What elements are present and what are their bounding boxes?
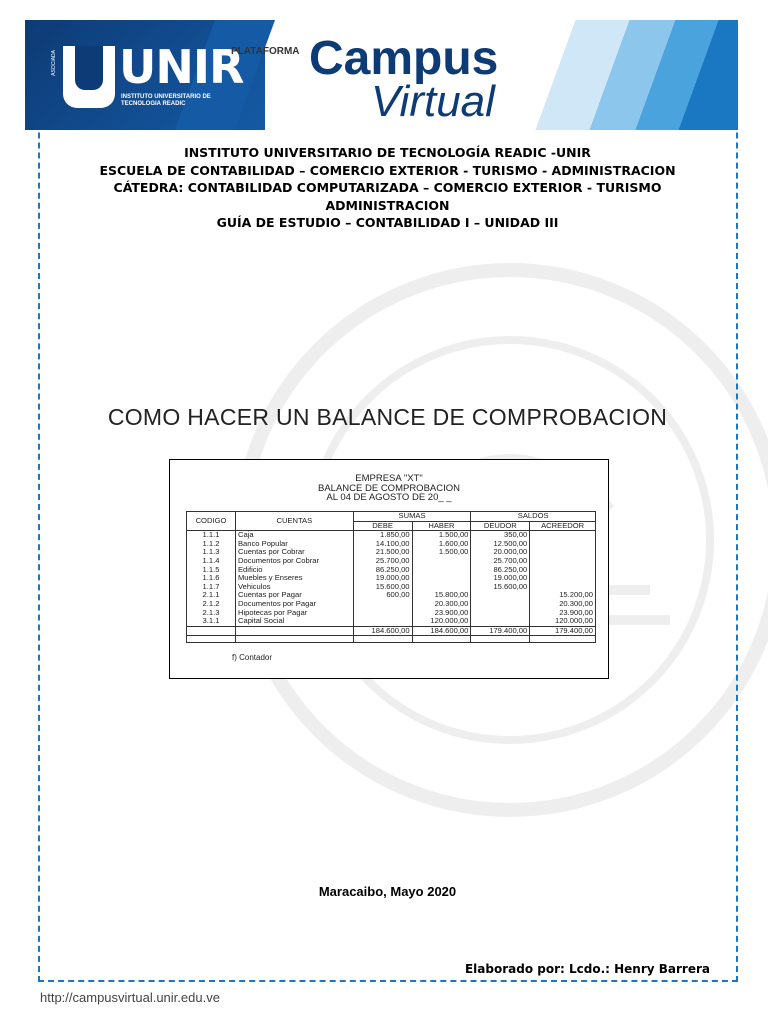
cell-acreedor — [530, 531, 596, 540]
cell-cuenta: Banco Popular — [235, 540, 353, 549]
header-debe: DEBE — [353, 521, 412, 531]
institution-line-3: CÁTEDRA: CONTABILIDAD COMPUTARIZADA – COMERCIO EXTERIOR - TURISMO — [113, 180, 662, 195]
cell-cuenta: Capital Social — [235, 617, 353, 626]
table-row — [187, 617, 596, 626]
cell-acreedor — [530, 566, 596, 575]
cell-haber: 120.000,00 — [412, 617, 471, 626]
cell-haber: 1.600,00 — [412, 540, 471, 549]
cell-deudor — [471, 609, 530, 618]
cell-acreedor: 15.200,00 — [530, 591, 596, 600]
cell-codigo: 2.1.2 — [187, 600, 236, 609]
cell-debe: 15.600,00 — [353, 583, 412, 592]
cell-deudor: 15.600,00 — [471, 583, 530, 592]
header-sumas: SUMAS — [353, 512, 471, 522]
cell-codigo: 1.1.3 — [187, 548, 236, 557]
unir-logo-icon — [63, 46, 115, 108]
cell-debe — [353, 600, 412, 609]
city-date: Maracaibo, Mayo 2020 — [318, 884, 457, 899]
header-deudor: DEUDOR — [471, 521, 530, 531]
cell-codigo: 2.1.3 — [187, 609, 236, 618]
campus-label: Campus — [309, 32, 499, 85]
cell-haber: 15.800,00 — [412, 591, 471, 600]
banner-stripes — [508, 20, 738, 130]
cell-acreedor — [530, 548, 596, 557]
cell-cuenta: Muebles y Enseres — [235, 574, 353, 583]
cell-acreedor: 20.300,00 — [530, 600, 596, 609]
cell-deudor: 12.500,00 — [471, 540, 530, 549]
institution-line-4: ADMINISTRACION — [325, 197, 450, 213]
cell-codigo: 1.1.5 — [187, 566, 236, 575]
institution-line-5: GUÍA DE ESTUDIO – CONTABILIDAD I – UNIDAD III — [216, 215, 559, 230]
cell-deudor: 86.250,00 — [471, 566, 530, 575]
cell-acreedor — [530, 540, 596, 549]
cell-deudor — [471, 617, 530, 626]
cell-haber — [412, 574, 471, 583]
cell-cuenta: Vehiculos — [235, 583, 353, 592]
cell-cuenta: Cuentas por Cobrar — [235, 548, 353, 557]
header-cuentas: CUENTAS — [235, 512, 353, 531]
cell-haber — [412, 557, 471, 566]
institution-line-1: INSTITUTO UNIVERSITARIO DE TECNOLOGÍA READIC -UNIR — [184, 145, 591, 160]
cell-haber: 1.500,00 — [412, 548, 471, 557]
institution-line-2: ESCUELA DE CONTABILIDAD – COMERCIO EXTERIOR - TURISMO - ADMINISTRACION — [99, 162, 676, 178]
cell-acreedor: 120.000,00 — [530, 617, 596, 626]
plataforma-label: PLATAFORMA — [231, 46, 300, 57]
cell-debe: 25.700,00 — [353, 557, 412, 566]
cell-deudor: 25.700,00 — [471, 557, 530, 566]
cell-cuenta: Documentos por Pagar — [235, 600, 353, 609]
cell-haber: 20.300,00 — [412, 600, 471, 609]
header-codigo: CODIGO — [187, 512, 236, 531]
cell-debe: 14.100,00 — [353, 540, 412, 549]
footer-url[interactable]: http://campusvirtual.unir.edu.ve — [40, 990, 220, 1005]
cell-codigo: 1.1.7 — [187, 583, 236, 592]
logo-vertical-text: ASOCIADA — [51, 50, 57, 76]
header-saldos: SALDOS — [471, 512, 596, 522]
cell-deudor — [471, 591, 530, 600]
institution-heading — [60, 144, 715, 232]
cell-codigo: 1.1.2 — [187, 540, 236, 549]
balance-header — [170, 474, 608, 503]
cell-debe: 86.250,00 — [353, 566, 412, 575]
cell-deudor — [471, 600, 530, 609]
report-date: AL 04 DE AGOSTO DE 20_ _ — [326, 492, 452, 503]
header-banner — [25, 20, 738, 130]
cell-haber — [412, 566, 471, 575]
cell-debe — [353, 617, 412, 626]
cell-codigo: 1.1.4 — [187, 557, 236, 566]
cell-cuenta: Cuentas por Pagar — [235, 591, 353, 600]
cell-debe: 1.850,00 — [353, 531, 412, 540]
balance-table — [186, 511, 596, 643]
total-haber: 184.600,00 — [412, 626, 471, 636]
total-acreedor: 179.400,00 — [530, 626, 596, 636]
cell-cuenta: Documentos por Cobrar — [235, 557, 353, 566]
balance-sheet-figure — [169, 459, 609, 679]
logo-subtitle: INSTITUTO UNIVERSITARIO DE TECNOLOGIA READIC — [121, 94, 211, 107]
total-debe: 184.600,00 — [353, 626, 412, 636]
signature-line: f) Contador — [232, 653, 273, 662]
cell-acreedor — [530, 574, 596, 583]
cell-cuenta: Hipotecas por Pagar — [235, 609, 353, 618]
total-deudor: 179.400,00 — [471, 626, 530, 636]
header-haber: HABER — [412, 521, 471, 531]
unir-logo-text: UNIR — [119, 40, 244, 94]
header-acreedor: ACREEDOR — [530, 521, 596, 531]
cell-codigo: 1.1.1 — [187, 531, 236, 540]
cell-cuenta: Edificio — [235, 566, 353, 575]
cell-haber: 23.900,00 — [412, 609, 471, 618]
cell-debe: 21.500,00 — [353, 548, 412, 557]
author: Elaborado por: Lcdo.: Henry Barrera — [464, 962, 710, 976]
cell-deudor: 19.000,00 — [471, 574, 530, 583]
report-name: BALANCE DE COMPROBACION — [318, 482, 460, 494]
totals-row — [187, 626, 596, 636]
cell-acreedor: 23.900,00 — [530, 609, 596, 618]
cell-haber: 1.500,00 — [412, 531, 471, 540]
cell-acreedor — [530, 557, 596, 566]
cell-debe: 600,00 — [353, 591, 412, 600]
balance-rows — [187, 531, 596, 627]
virtual-label: Virtual — [371, 77, 495, 126]
cell-deudor: 20.000,00 — [471, 548, 530, 557]
company-name: EMPRESA "XT" — [355, 473, 423, 484]
cell-debe: 19.000,00 — [353, 574, 412, 583]
cell-codigo: 3.1.1 — [187, 617, 236, 626]
cell-codigo: 1.1.6 — [187, 574, 236, 583]
page-title: COMO HACER UN BALANCE DE COMPROBACION — [107, 404, 668, 430]
cell-deudor: 350,00 — [471, 531, 530, 540]
cell-cuenta: Caja — [235, 531, 353, 540]
cell-codigo: 2.1.1 — [187, 591, 236, 600]
cell-debe — [353, 609, 412, 618]
